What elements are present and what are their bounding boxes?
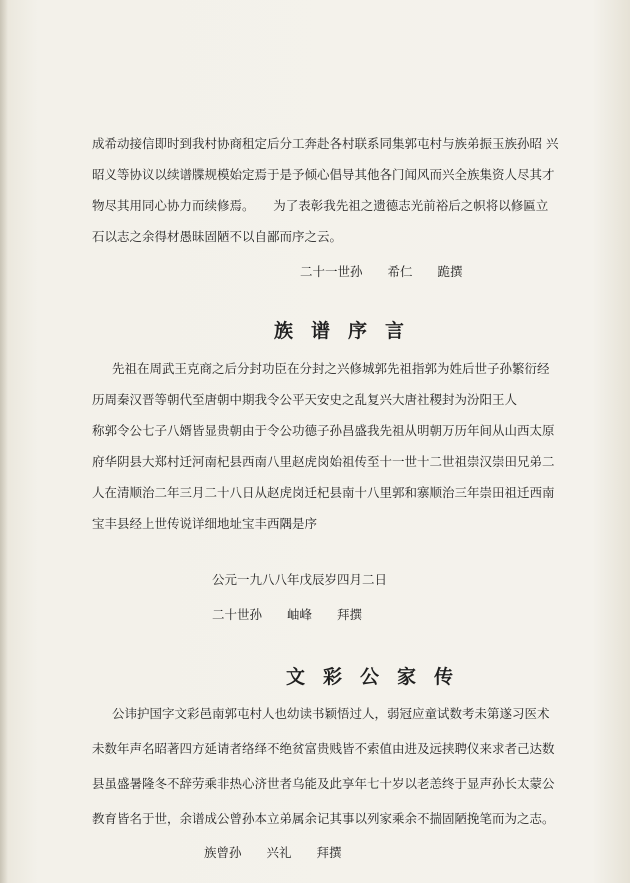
page-binding-shadow [0,0,8,883]
section1-line-4: 石以志之余得材愚昧固陋不以自鄙而序之云。 [92,229,343,244]
section3-line-1: 公讳护国字文彩邑南郭屯村人也幼读书颖悟过人，弱冠应童试数考未第遂习医术 [112,706,550,721]
section3-title: 文彩公家传 [286,666,472,688]
section2-line-3: 称郭令公七子八婿皆显贵朝由于令公功德子孙昌盛我先祖从明朝万历年间从山西太原 [92,423,555,438]
section2-line-4: 府华阴县大郑村迁河南杞县西南八里赵虎岗始祖传至十一世十二世祖崇汉崇田兄弟二 [92,454,555,469]
section3-line-2: 未数年声名昭著四方延请者络绎不绝贫富贵贱皆不索值由进及远挟聘仪来求者己达数 [92,741,555,756]
section1-signature: 二十一世孙 希仁 跪撰 [300,264,463,279]
section1-line-1: 成希动接信即时到我村协商租定后分工奔赴各村联系同集郭屯村与族弟振玉族孙昭 兴 [92,136,559,151]
section3-line-3: 县虽盛暑隆冬不辞劳乘非热心济世者乌能及此享年七十岁以老恙终于显声孙长太蒙公 [92,776,555,791]
section2-signature: 二十世孙 岫峰 拜撰 [212,607,363,622]
section2-title: 族谱序言 [274,320,423,342]
section3-signature: 族曾孙 兴礼 拜撰 [204,845,342,860]
section2-line-6: 宝丰县经上世传说详细地址宝丰西隅是序 [92,516,318,531]
section2-date: 公元一九八八年戊辰岁四月二日 [212,572,388,587]
section2-line-5: 人在清顺治二年三月二十八日从赵虎岗迁杞县南十八里郭和寨顺治三年崇田祖迁西南 [92,485,555,500]
section1-line-3: 物尽其用同心协力而续修焉。 为了表彰我先祖之遗德志光前裕后之帜将以修匾立 [92,198,549,213]
section2-line-2: 历周秦汉晋等朝代至唐朝中期我令公平天安史之乱复兴大唐社稷封为汾阳王人 [92,392,518,407]
section3-line-4: 教育皆名于世，余谱成公曾孙本立弟属余记其事以列家乘余不揣固陋挽笔而为之志。 [92,811,555,826]
section2-line-1: 先祖在周武王克商之后分封功臣在分封之兴修城郭先祖指郭为姓后世子孙繁衍经 [112,361,550,376]
section1-line-2: 昭义等协议以续谱牒规模始定焉于是予倾心倡导其他各门闻风而兴全族集资人尽其才 [92,167,555,182]
